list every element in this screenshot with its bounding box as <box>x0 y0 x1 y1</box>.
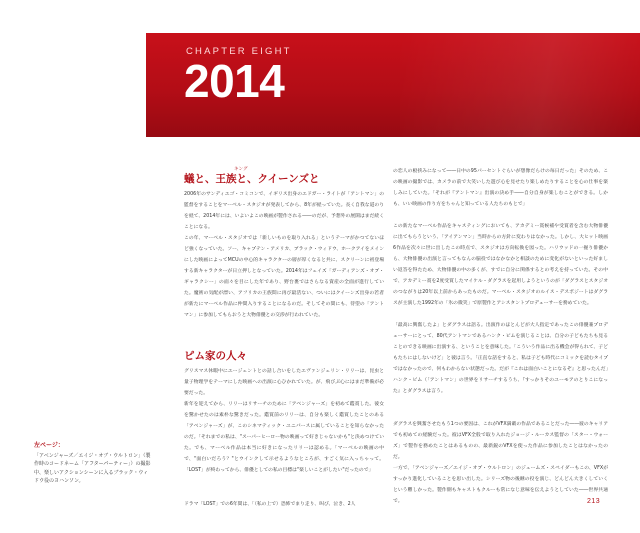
chapter-year: 2014 <box>184 55 285 107</box>
paragraph: 「最高に興奮したよ」とダグラスは語る。出演作のほとんどが大人指定であったこの俳優兼プロデューサーにとって、80代アントマンであるハンク・ピムを演じることは、自分の子どもたちも見ることのできる映画に出演する、ということを意味した。「こういう作品に出る機会が得られて、子どもたちにはしないけど」と彼は言う。「正直な話をすると、私は子ども時代にコミックを読むタイプではなかったので、何もわからない状態だった。だが『これは面白いことになるぞ』と思ったんだ」ハンク・ピム（「アントマン」の世界をリサーチするうち、『すっかりそのユーモアのとりこになった』とダグラスは言う。 <box>393 323 608 394</box>
paragraph: 2006年のサンディエゴ・コミコンで、イギリス出身のエドガー・ライトが「アントマン」の監督をすることをマーベル・スタジオが発表してから、8年が経っていた。長く自我な道のりを経て、2014年には、いよいよこの映画が製作される――のだが、予想外の展開はまだ続くことになる。 <box>184 192 384 230</box>
caption-title: 左ページ： <box>34 442 64 449</box>
paragraph: 新年を迎えてから、リリーはリサーチのために「アベンジャーズ」を初めて鑑賞した。彼女を驚かせたのは素朴な驚きだった。鑑賞前のリリーは、自分も楽しく鑑賞したことのある「アベンジャーズ」が、このシネマティック・ユニバースに属していることを知らなかったのだ。「それまでの私は、"スーパーヒーロー物の映画って好きじゃないかも"と決めつけていた。でも、マーベル作品は本当に好きになったリリーは認める。「マーベルの映画の中で、"面白いだろう？"とウインクして示せるようなところが、すごく気に入っちゃって。「LOST」が終わってから、俳優としての私の目標は"楽しいことがしたい"だったので」 <box>184 402 384 473</box>
paragraph: の恋人の板挟みになって――日中の95パーセントぐらいが想像だらけの毎日だった」そのため、この映画の撮影では、カメラの前で大笑いした遊び心を見せたり楽しめたりすることを心の仕事を楽しみにしていた。「それが『アントマン』出演の決め手――自分自身が楽しむことができる。しかも、いい映画の作り方をちゃんと知っている人たちのもとで」 <box>393 169 608 207</box>
banner-highlight <box>400 33 640 137</box>
paragraph: この新たなマーベル作品をキャスティングにおいても、アカデミー賞候補や受賞者を含む大物俳優に出てもらうという、「アイアンマン」当時からの方針に変わりはなかった。しかし、大ヒット映画6作品を次々に世に出したこの時点で、スタジオは方向転換を図った。ハリウッドの一握り俳優から、大物俳優の出演と言ってもなんの脇役ではなかなかと相談のために変化がないといった好ましい返答を得たため、大物俳優の中の多くが、すでに自分に関係するとの考えを持っていた。その中で、アカデミー賞を2度受賞したマイケル・ダグラスを起用しようというのが「ダグラスとスタジオのつながりは20年以上前からあったものだ。マーベル・スタジオのルイス・デスポジートはダグラスが主演した1992年の「氷の微笑」で原製作とアシスタントプロデューサーを務めていた。 <box>393 224 608 306</box>
paragraph: この年、マーベル・スタジオでは「新しいものを取り入れる」というテーマがかつてないほど強くなっていた。ソー、キャプテン・アメリカ、ブラック・ウィドウ、ホークアイをメインにした映画によってMCUの中心的キャラクターの層が厚くなると共に、スクリーンに初登場する新キャラクターが日立押しとなっていた。2014年はフェイズ「ガーディアンズ・オブ・ギャラクシー」の面々を目にした年であり、野台裏ではさらなる資産の全面が進行していた。魔術の気配が漂い、アフリカの王族間に再び最活ない、ついにはクイーンズ出身の若者が新たにマーベル作品に仲間入りすることになるのだ。そしてその間にも、待望の「アントマン」に参加してもらおうと大物俳優との交渉が行われていた。 <box>184 236 384 318</box>
section-heading-pym-family: ピム家の人々 <box>184 350 247 362</box>
paragraph: ダグラスを興奮させたもう1つの要因は、これがVFX満載の作品であることだった――彼のキャリアでも初めての経験だった。彼はVFX全般で取り入れたジョージ・ルーカス監督の「スター・ウォーズ」で製作を務めたことはあるものの、最新鋭のVFXを使った作品に参加したことはなかったのだ。 <box>393 422 608 460</box>
page-number: 213 <box>587 498 601 505</box>
paragraph: 一方で、「アベンジャーズ／エイジ・オブ・ウルトロン」のジェームズ・スペイダーもこの、VFXがすっかり進化していることを思い出した。シリーズ物の後継の役を演じ、どんどん大きくしていくという難しかった。製作側もキャストもクルーも常になじ意味を伝えようとしていた――世界共通で。 <box>393 466 608 504</box>
section-heading-text: 蟻と、王族と、クイーンズと <box>184 173 320 185</box>
paragraph: グリスマス休暇中にエージェントとの話し合いをしたエヴァンジェリン・リリーは、昆虫と量子物理学をテーマにした映画への出演に心ひかれていた。が、飛びぶ心にはまだ準備が必要だった。 <box>184 369 384 396</box>
heading-ruby-king: キング <box>234 167 248 172</box>
section-heading-ants-kings-queens <box>184 171 319 186</box>
chapter-label: CHAPTER EIGHT <box>186 46 292 57</box>
paragraph: ドラマ「LOST」での6年間は、「（私の上で）恐怖でまり走り、叫び、泣き、2人 <box>184 502 356 507</box>
caption-body: 「アベンジャーズ／エイジ・オブ・ウルトロン」（製作時のコードネーム「アフターパーティー」）の撮影中、楽しいアクションシーンに入るブラック・ウィドウ役のヨハンソン。 <box>34 453 151 485</box>
